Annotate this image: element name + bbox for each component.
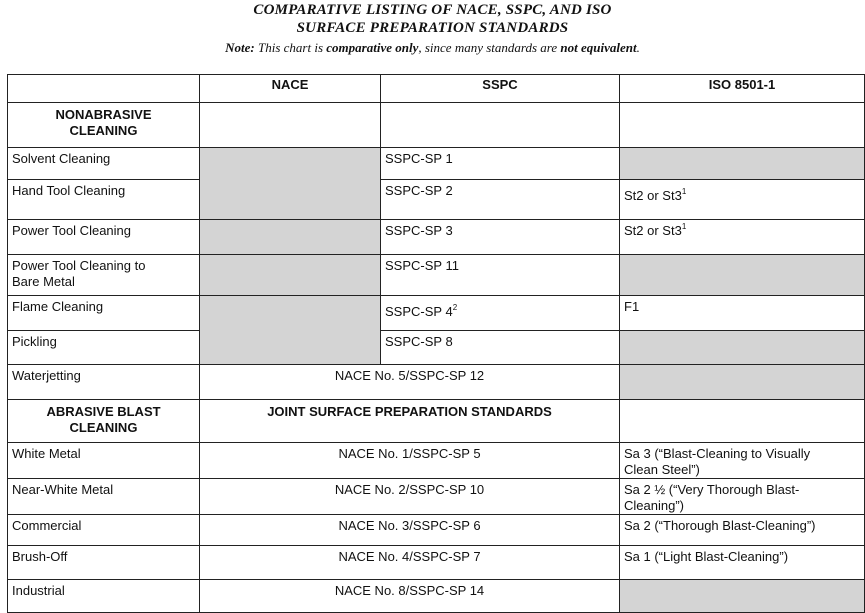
document-title-line1: COMPARATIVE LISTING OF NACE, SSPC, AND ISO bbox=[253, 2, 612, 18]
method-cell: Brush-Off bbox=[8, 546, 200, 580]
iso-value: St2 or St3 bbox=[624, 188, 682, 203]
table-header-row bbox=[8, 75, 865, 103]
method-cell: Flame Cleaning bbox=[8, 296, 200, 331]
method-cell: Commercial bbox=[8, 515, 200, 546]
sspc-cell bbox=[381, 296, 620, 331]
empty-cell bbox=[200, 103, 381, 148]
grey-na-cell bbox=[620, 255, 865, 296]
iso-line: Clean Steel”) bbox=[624, 462, 700, 477]
table-row bbox=[8, 148, 865, 180]
sspc-cell: SSPC-SP 8 bbox=[381, 331, 620, 365]
joint-standard-cell: NACE No. 5/SSPC-SP 12 bbox=[200, 365, 620, 400]
table-row bbox=[8, 443, 865, 479]
sspc-cell: SSPC-SP 11 bbox=[381, 255, 620, 296]
iso-cell bbox=[620, 220, 865, 255]
iso-line: Sa 2 ½ (“Very Thorough Blast- bbox=[624, 482, 800, 497]
section-row-abrasive bbox=[8, 400, 865, 443]
sspc-value: SSPC-SP 4 bbox=[385, 304, 453, 319]
note-emphasis-1: comparative only bbox=[326, 40, 419, 55]
method-cell bbox=[8, 255, 200, 296]
column-header-nace: NACE bbox=[200, 75, 381, 103]
iso-cell: F1 bbox=[620, 296, 865, 331]
note-text-1: This chart is bbox=[258, 40, 324, 55]
iso-cell: Sa 1 (“Light Blast-Cleaning”) bbox=[620, 546, 865, 580]
grey-na-cell bbox=[620, 331, 865, 365]
section-heading-line: CLEANING bbox=[69, 123, 138, 138]
joint-standard-cell: NACE No. 1/SSPC-SP 5 bbox=[200, 443, 620, 479]
method-cell: White Metal bbox=[8, 443, 200, 479]
table-row bbox=[8, 479, 865, 515]
method-cell: Solvent Cleaning bbox=[8, 148, 200, 180]
method-cell: Power Tool Cleaning bbox=[8, 220, 200, 255]
standards-table bbox=[7, 74, 865, 613]
table-row bbox=[8, 180, 865, 220]
column-header-iso: ISO 8501-1 bbox=[620, 75, 865, 103]
method-line: Power Tool Cleaning to bbox=[12, 258, 146, 273]
header-blank-cell bbox=[8, 75, 200, 103]
method-cell: Hand Tool Cleaning bbox=[8, 180, 200, 220]
note-label: Note: bbox=[225, 40, 255, 55]
sspc-cell: SSPC-SP 1 bbox=[381, 148, 620, 180]
joint-standard-cell: NACE No. 2/SSPC-SP 10 bbox=[200, 479, 620, 515]
iso-cell bbox=[620, 443, 865, 479]
grey-na-cell bbox=[200, 148, 381, 220]
document-title-line2: SURFACE PREPARATION STANDARDS bbox=[296, 20, 569, 36]
iso-line: Sa 3 (“Blast-Cleaning to Visually bbox=[624, 446, 811, 461]
joint-standard-cell: NACE No. 4/SSPC-SP 7 bbox=[200, 546, 620, 580]
table-row bbox=[8, 296, 865, 331]
table-row bbox=[8, 255, 865, 296]
method-line: Bare Metal bbox=[12, 274, 75, 289]
empty-cell bbox=[620, 103, 865, 148]
method-cell: Near-White Metal bbox=[8, 479, 200, 515]
method-cell: Pickling bbox=[8, 331, 200, 365]
method-cell: Waterjetting bbox=[8, 365, 200, 400]
grey-na-cell bbox=[200, 296, 381, 365]
iso-value: St2 or St3 bbox=[624, 223, 682, 238]
column-header-sspc: SSPC bbox=[381, 75, 620, 103]
joint-standards-heading: JOINT SURFACE PREPARATION STANDARDS bbox=[200, 400, 620, 443]
table-row bbox=[8, 515, 865, 546]
footnote-marker: 2 bbox=[452, 303, 458, 312]
table-row bbox=[8, 546, 865, 580]
section-heading-line: ABRASIVE BLAST bbox=[46, 404, 161, 419]
empty-cell bbox=[381, 103, 620, 148]
section-heading-abrasive bbox=[8, 400, 200, 443]
note-text-end: . bbox=[636, 40, 640, 55]
joint-standard-cell: NACE No. 3/SSPC-SP 6 bbox=[200, 515, 620, 546]
iso-line: Cleaning”) bbox=[624, 498, 684, 513]
empty-cell bbox=[620, 400, 865, 443]
comparison-note bbox=[0, 40, 865, 56]
iso-cell: Sa 2 (“Thorough Blast-Cleaning”) bbox=[620, 515, 865, 546]
grey-na-cell bbox=[620, 580, 865, 613]
note-emphasis-2: not equivalent bbox=[560, 40, 637, 55]
grey-na-cell bbox=[200, 255, 381, 296]
table-row bbox=[8, 220, 865, 255]
table-row bbox=[8, 580, 865, 613]
note-text-2: , since many standards are bbox=[418, 40, 558, 55]
grey-na-cell bbox=[620, 148, 865, 180]
method-cell: Industrial bbox=[8, 580, 200, 613]
iso-cell bbox=[620, 180, 865, 220]
footnote-marker: 1 bbox=[681, 187, 687, 196]
grey-na-cell bbox=[200, 220, 381, 255]
table-row bbox=[8, 365, 865, 400]
section-row-nonabrasive bbox=[8, 103, 865, 148]
table-row bbox=[8, 331, 865, 365]
sspc-cell: SSPC-SP 3 bbox=[381, 220, 620, 255]
joint-standard-cell: NACE No. 8/SSPC-SP 14 bbox=[200, 580, 620, 613]
grey-na-cell bbox=[620, 365, 865, 400]
section-heading-nonabrasive bbox=[8, 103, 200, 148]
section-heading-line: NONABRASIVE bbox=[55, 107, 152, 122]
iso-cell bbox=[620, 479, 865, 515]
section-heading-line: CLEANING bbox=[69, 420, 138, 435]
sspc-cell: SSPC-SP 2 bbox=[381, 180, 620, 220]
footnote-marker: 1 bbox=[681, 222, 687, 231]
